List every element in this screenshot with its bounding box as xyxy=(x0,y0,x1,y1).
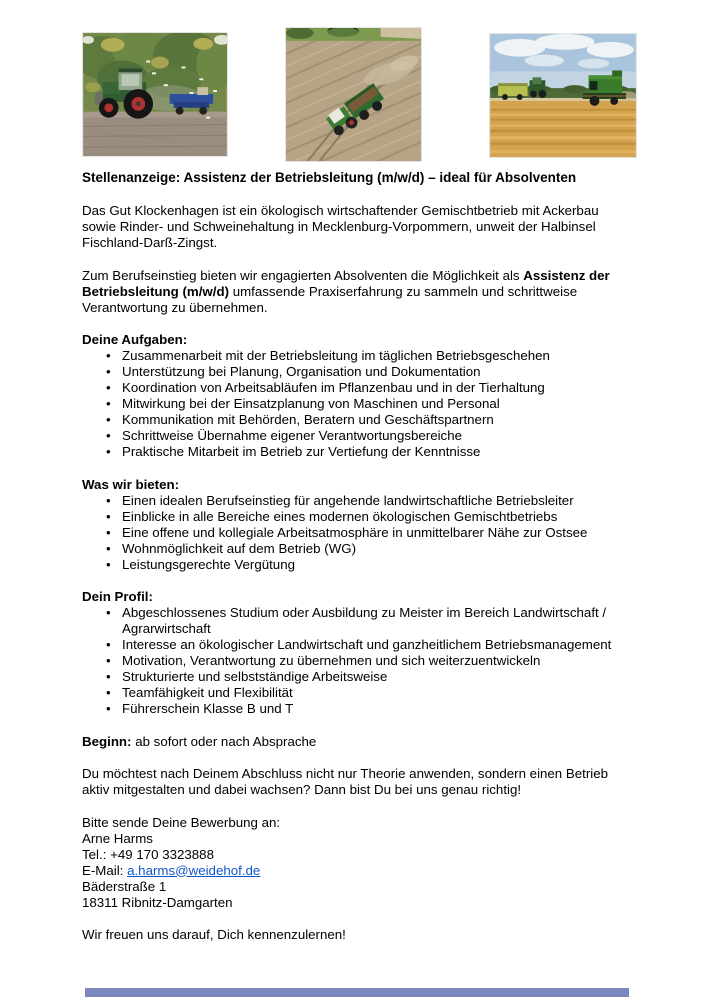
contact-name: Arne Harms xyxy=(82,830,153,846)
section-profile xyxy=(82,589,634,717)
profile-list xyxy=(82,605,634,717)
intro-text-after: umfassende Praxiserfahrung zu sammeln und schrittweise Verantwortung zu übernehmen. xyxy=(82,283,578,315)
tasks-heading: Deine Aufgaben: xyxy=(82,332,188,347)
email-link[interactable]: a.harms@weidehof.de xyxy=(127,862,261,878)
header-photo-strip xyxy=(82,27,637,162)
start-date-label: Beginn: xyxy=(82,733,132,749)
tractor-cultivator-field-photo xyxy=(82,32,228,157)
start-date-value: ab sofort oder nach Absprache xyxy=(131,733,317,749)
intro-position-bold: Assistenz der Betriebsleitung (m/w/d) xyxy=(82,267,610,299)
aerial-field-illustration xyxy=(286,28,421,161)
harvest-illustration xyxy=(490,34,636,157)
closing-line: Wir freuen uns darauf, Dich kennenzulernen! xyxy=(82,927,346,942)
list-item: • Schrittweise Übernahme eigener Verantwortungsbereiche xyxy=(82,428,634,444)
list-item: • Unterstützung bei Planung, Organisation und Dokumentation xyxy=(82,364,634,380)
list-item: • Abgeschlossenes Studium oder Ausbildung zu Meister im Bereich Landwirtschaft / Agrarwirtschaft xyxy=(82,605,634,637)
profile-heading: Dein Profil: xyxy=(82,589,153,604)
contact-phone: Tel.: +49 170 3323888 xyxy=(82,846,214,862)
list-item: • Motivation, Verantwortung zu übernehmen und sich weiterzuentwickeln xyxy=(82,653,634,669)
list-item: • Kommunikation mit Behörden, Beratern und Geschäftspartnern xyxy=(82,412,634,428)
list-item: • Zusammenarbeit mit der Betriebsleitung im täglichen Betriebsgeschehen xyxy=(82,348,634,364)
intro-paragraph xyxy=(82,268,634,316)
list-item: • Einen idealen Berufseinstieg für angehende landwirtschaftliche Betriebsleiter xyxy=(82,493,634,509)
offers-list xyxy=(82,493,634,573)
list-item: • Mitwirkung bei der Einsatzplanung von Maschinen und Personal xyxy=(82,396,634,412)
section-tasks xyxy=(82,332,634,460)
pitch-paragraph: Du möchtest nach Deinem Abschluss nicht nur Theorie anwenden, sondern einen Betrieb aktiv mitgestalten und dabei wachsen? Dann bist Du bei uns genau richtig! xyxy=(82,766,609,797)
list-item: • Interesse an ökologischer Landwirtschaft und ganzheitlichem Betriebsmanagement xyxy=(82,637,634,653)
section-offers xyxy=(82,477,634,573)
list-item: • Einblicke in alle Bereiche eines modernen ökologischen Gemischtbetriebs xyxy=(82,509,634,525)
list-item: • Praktische Mitarbeit im Betrieb zur Vertiefung der Kenntnisse xyxy=(82,444,634,460)
list-item: • Führerschein Klasse B und T xyxy=(82,701,634,717)
contact-email-line xyxy=(82,863,634,879)
email-label: E-Mail: xyxy=(82,862,128,878)
contact-street: Bäderstraße 1 xyxy=(82,878,167,894)
list-item: • Wohnmöglichkeit auf dem Betrieb (WG) xyxy=(82,541,634,557)
list-item: • Strukturierte und selbstständige Arbeitsweise xyxy=(82,669,634,685)
aerial-manure-spreader-photo xyxy=(285,27,422,162)
combine-harvest-wheat-photo xyxy=(489,33,637,158)
about-paragraph: Das Gut Klockenhagen ist ein ökologisch wirtschaftender Gemischtbetrieb mit Ackerbau sowie Rinder- und Schweinehaltung in Mecklenburg-Vorpommern, unweit der Halbinsel Fischland-Darß-Zingst. xyxy=(82,203,599,250)
contact-block xyxy=(82,815,634,911)
list-item: • Koordination von Arbeitsabläufen im Pflanzenbau und in der Tierhaltung xyxy=(82,380,634,396)
list-item: • Leistungsgerechte Vergütung xyxy=(82,557,634,573)
tractor-field-illustration xyxy=(83,33,227,156)
contact-intro: Bitte sende Deine Bewerbung an: xyxy=(82,814,281,830)
page-title: Stellenanzeige: Assistenz der Betriebsleitung (m/w/d) – ideal für Absolventen xyxy=(82,170,577,185)
start-date-line xyxy=(82,734,634,750)
contact-city: 18311 Ribnitz-Damgarten xyxy=(82,894,233,910)
tasks-list xyxy=(82,348,634,460)
list-item: • Eine offene und kollegiale Arbeitsatmosphäre in unmittelbarer Nähe zur Ostsee xyxy=(82,525,634,541)
intro-text-before: Zum Berufseinstieg bieten wir engagierten Absolventen die Möglichkeit als xyxy=(82,267,524,283)
job-ad-content xyxy=(82,170,634,960)
offers-heading: Was wir bieten: xyxy=(82,476,180,492)
next-page-footer-bar xyxy=(85,988,629,997)
list-item: • Teamfähigkeit und Flexibilität xyxy=(82,685,634,701)
